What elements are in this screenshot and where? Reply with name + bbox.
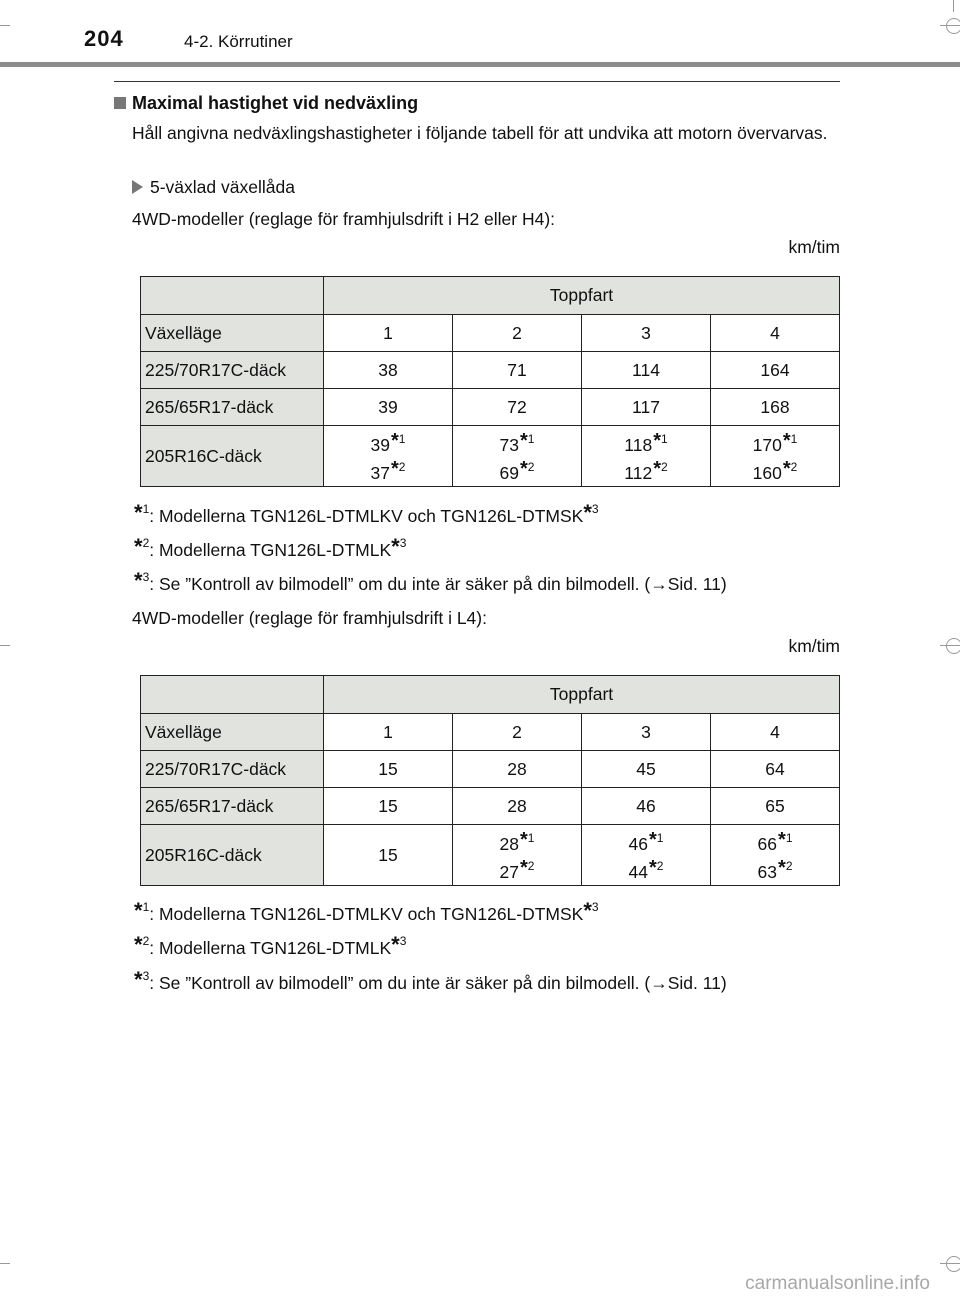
table-row	[141, 825, 840, 886]
speed-cell-dual: 170*$^1$ 160*$^2$	[711, 426, 840, 487]
page-number: 204	[84, 26, 124, 51]
speed-cell: 15	[324, 751, 453, 788]
table-corner-cell	[141, 676, 324, 714]
chapter-title: 4-2. Körrutiner	[184, 32, 293, 51]
speed-cell: 45	[582, 751, 711, 788]
tire-label: 205R16C-däck	[141, 426, 324, 487]
table1-unit: km/tim	[788, 237, 840, 257]
speed-cell: 39	[324, 389, 453, 426]
watermark: carmanualsonline.info	[745, 1273, 930, 1294]
table-row	[141, 315, 840, 352]
tire-label: 225/70R17C-däck	[141, 751, 324, 788]
speed-cell: 15	[324, 825, 453, 886]
speed-cell: 38	[324, 352, 453, 389]
speed-cell-dual: 46*$^1$ 44*$^2$	[582, 825, 711, 886]
gear-header: 3	[582, 714, 711, 751]
gear-header: 4	[711, 315, 840, 352]
speed-cell: 114	[582, 352, 711, 389]
tire-label: 225/70R17C-däck	[141, 352, 324, 389]
speed-cell: 46	[582, 788, 711, 825]
speed-cell: 28	[453, 788, 582, 825]
footnote-2: *$^2$: Modellerna TGN126L-DTMLK*$^3$	[134, 932, 407, 958]
gear-header: 3	[582, 315, 711, 352]
speed-cell: 28	[453, 751, 582, 788]
triangle-arrow-icon	[132, 180, 143, 194]
table-row	[141, 676, 840, 714]
speed-cell-dual: 39*$^1$ 37*$^2$	[324, 426, 453, 487]
table2-unit: km/tim	[788, 636, 840, 656]
table-row	[141, 788, 840, 825]
footnote-2: *$^2$: Modellerna TGN126L-DTMLK*$^3$	[134, 534, 407, 560]
square-bullet-icon	[114, 97, 126, 109]
footnote-3: *$^3$: Se ”Kontroll av bilmodell” om du inte är säker på din bilmodell. (→Sid. 11)	[134, 568, 727, 594]
table-row	[141, 389, 840, 426]
speed-cell: 117	[582, 389, 711, 426]
table-row	[141, 426, 840, 487]
gear-header: 2	[453, 714, 582, 751]
intro-paragraph: Håll angivna nedväxlingshastigheter i följande tabell för att undvika att motorn övervarvas.	[132, 123, 828, 143]
table-row	[141, 352, 840, 389]
speed-cell-dual: 118*$^1$ 112*$^2$	[582, 426, 711, 487]
footnote-1: *$^1$: Modellerna TGN126L-DTMLKV och TGN126L-DTMSK*$^3$	[134, 500, 599, 526]
gear-header: 1	[324, 714, 453, 751]
table-row	[141, 751, 840, 788]
page-reference-link[interactable]: →Sid. 11)	[650, 973, 727, 993]
speed-cell-dual: 66*$^1$ 63*$^2$	[711, 825, 840, 886]
speed-cell: 65	[711, 788, 840, 825]
top-speed-header: Toppfart	[324, 277, 840, 315]
speed-cell: 64	[711, 751, 840, 788]
speed-cell: 71	[453, 352, 582, 389]
speed-cell-dual: 28*$^1$ 27*$^2$	[453, 825, 582, 886]
gear-header: 1	[324, 315, 453, 352]
speed-cell-dual: 73*$^1$ 69*$^2$	[453, 426, 582, 487]
section-heading: Maximal hastighet vid nedväxling	[114, 93, 418, 114]
table1-caption: 4WD-modeller (reglage för framhjulsdrift i H2 eller H4):	[132, 209, 556, 229]
table2-caption: 4WD-modeller (reglage för framhjulsdrift i L4):	[132, 608, 487, 628]
table-row	[141, 277, 840, 315]
tire-label: 265/65R17-däck	[141, 788, 324, 825]
gear-label: Växelläge	[141, 714, 324, 751]
crop-mark-bottom-left	[0, 1263, 10, 1264]
speed-cell: 164	[711, 352, 840, 389]
speed-table-l4	[140, 675, 840, 886]
table-corner-cell	[141, 277, 324, 315]
header-divider	[0, 62, 960, 67]
speed-cell: 15	[324, 788, 453, 825]
page-reference-link[interactable]: →Sid. 11)	[650, 574, 727, 594]
crop-mark-mid-left	[0, 645, 10, 646]
gear-header: 2	[453, 315, 582, 352]
speed-cell: 72	[453, 389, 582, 426]
section-divider	[114, 81, 840, 82]
gear-label: Växelläge	[141, 315, 324, 352]
tire-label: 265/65R17-däck	[141, 389, 324, 426]
crop-mark-top-left	[0, 25, 10, 26]
footnote-3: *$^3$: Se ”Kontroll av bilmodell” om du inte är säker på din bilmodell. (→Sid. 11)	[134, 967, 727, 993]
footnote-1: *$^1$: Modellerna TGN126L-DTMLKV och TGN126L-DTMSK*$^3$	[134, 898, 599, 924]
speed-table-h2-h4	[140, 276, 840, 487]
gear-header: 4	[711, 714, 840, 751]
tire-label: 205R16C-däck	[141, 825, 324, 886]
top-speed-header: Toppfart	[324, 676, 840, 714]
table-row	[141, 714, 840, 751]
speed-cell: 168	[711, 389, 840, 426]
gearbox-item: 5-växlad växellåda	[132, 176, 842, 199]
